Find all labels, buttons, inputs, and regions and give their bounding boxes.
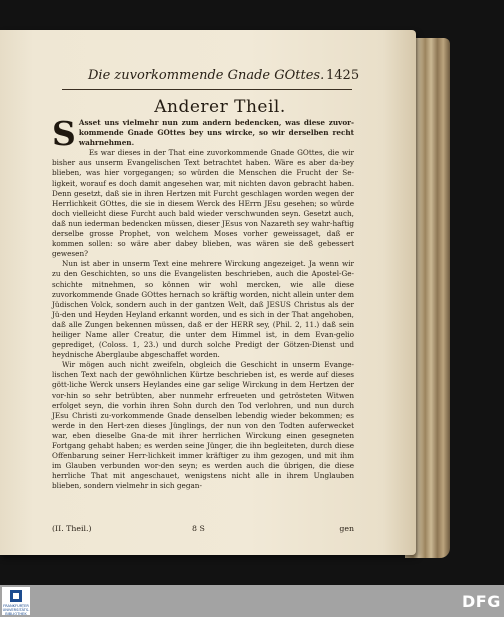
library-logo-icon <box>10 590 22 602</box>
lead-text: Asset uns vielmehr nun zum andern bedencken, was diese zuvor-kommende Gnade GOttes bey uns wircke, so wir derselben recht wahrnehmen. <box>78 118 354 148</box>
paragraph: Wir mögen auch nicht zweifeln, obgleich die Geschicht in unserm Evange-lischen Text nach der gewöhnlichen Kürtze beschrieben ist, es werde auf dieses gött-liche Werck unsers Heylandes eine gar selige Wirckung in dem Hertzen der vor-hin so sehr betrübten, aber nunmehr erfreueten und getrösteten Witwen erfolget seyn, die vorhin ihren Sohn durch den Tod verlohren, und nun durch JEsu Christi zu-vorkommende Gnade denselben lebendig wieder bekommen; es werde in den Hert-zen dieses Jünglings, der nun von den Todten auferwecket war, eben dieselbe Gna-de mit ihrer herrlichen Wirckung einen gesegneten Fortgang gehabt haben; es werden seine Jünger, die ihn begleiteten, durch diese Offenbarung seiner Herr-lichkeit immer kräftiger zu ihm gezogen, und mit ihm im Glauben verbunden wor-den seyn; es werden auch die übrigen, die diese herrliche That mit angeschauet, wenigstens nicht alle in ihrem Unglauben blieben, sondern vielmehr in sich gegan- <box>52 360 354 491</box>
page-body <box>52 114 354 491</box>
paragraph: Es war dieses in der That eine zuvorkommende Gnade GOttes, die wir bisher aus unserm Evangelischen Text betrachtet haben. Wäre es aber da-bey blieben, was hier vorgegangen; so würden die Menschen die Frucht der Se-ligkeit, worauf es doch damit angesehen war, mit nichten davon gebracht haben. Denn gesetzt, daß sie in ihren Hertzen mit Furcht geschlagen worden wegen der Herrlichkeit GOttes, die sie in diesem Werck des HErrn JEsu gesehen; so würde doch vielleicht diese Furcht auch bald wieder verschwunden seyn. Gesetzt auch, daß nun iederman bedencken müssen, dieser JEsus von Nazareth sey wahr-haftig derselbe grosse Prophet, von welchem Moses vorher geweissaget, daß er kommen sollen: so wäre aber dabey blieben, was wären sie deß gebessert gewesen? <box>52 148 354 259</box>
page-footer <box>52 524 354 536</box>
library-logo-text: FRANKFURTER UNIVERSITÄTS- BIBLIOTHEK <box>2 604 30 616</box>
section-heading: Anderer Theil. <box>154 97 286 117</box>
dfg-logo[interactable]: DFG <box>462 592 501 611</box>
page-number: 1425 <box>326 68 360 83</box>
signature-mark: 8 S <box>192 524 205 533</box>
signature-label: (II. Theil.) <box>52 524 92 533</box>
paragraph: Nun ist aber in unserm Text eine mehrere Wirckung angezeiget. Ja wenn wir zu den Geschichten, so uns die Evangelisten beschrieben, auch die Apostel-Ge-schichte mitnehmen, so können wir wohl mercken, wie alle diese zuvorkommende Gnade GOttes hernach so kräftig worden, nicht allein unter dem Jüdischen Volck, sondern auch in der gantzen Welt, daß JESUS Christus als der Jü-den und Heyden Heyland erkannt worden, und es sich in der That angehoben, daß alle Zungen bekennen müssen, daß er der HERR sey, (Phil. 2, 11.) daß sein heiliger Name aller Creatur, die unter dem Himmel ist, in dem Evan-gelio geprediget, (Coloss. 1, 23.) und durch solche Predigt der Götzen-Dienst und heydnische Aberglaube abgeschaffet worden. <box>52 259 354 360</box>
header-rule <box>62 89 352 90</box>
lead-paragraph <box>52 114 354 153</box>
drop-cap: S <box>52 114 76 153</box>
running-head: Die zuvorkommende Gnade GOttes. <box>88 68 325 83</box>
viewer-footer-bar <box>0 585 504 617</box>
catchword: gen <box>339 524 354 533</box>
library-logo[interactable] <box>2 587 30 615</box>
